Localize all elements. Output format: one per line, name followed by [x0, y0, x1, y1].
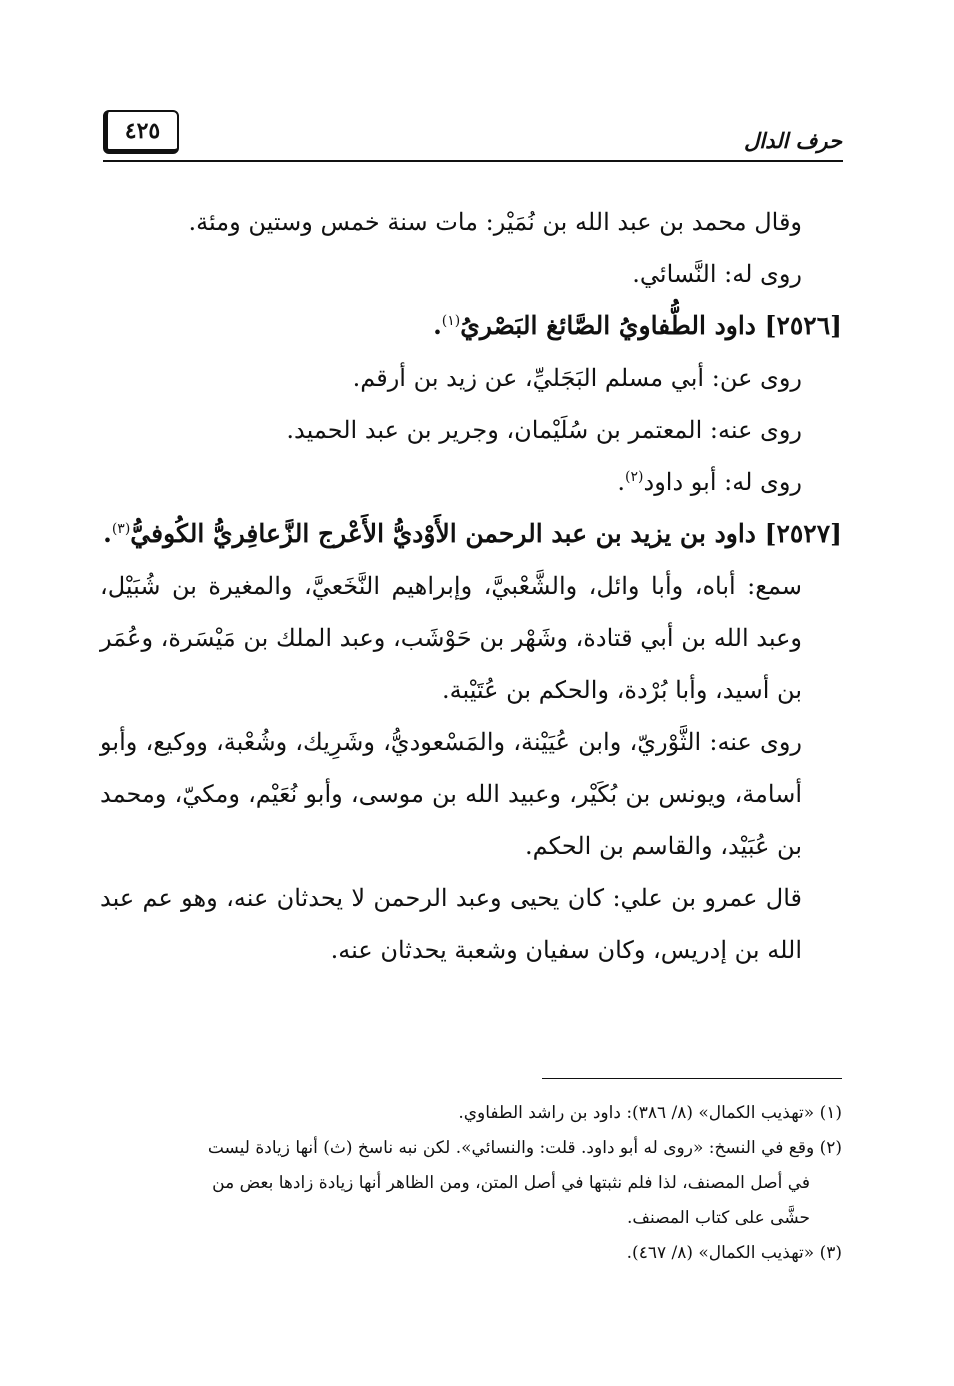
entry-heading-2526: [٢٥٢٦] داود الطُّفاويُ الصَّائغ البَصْريُ$^{(١)}$. — [433, 311, 842, 340]
footnote-ref: (٣) — [111, 521, 131, 537]
footnote-divider — [542, 1078, 842, 1079]
text-line: روى عنه: المعتمر بن سُلَيْمان، وجرير بن عبد الحميد. — [286, 416, 802, 444]
footnote: (٣) «تهذيب الكمال» (٨/ ٤٦٧). — [626, 1243, 842, 1263]
footnote-ref: (١) — [441, 313, 461, 329]
entry-title: [٢٥٢٦] داود الطُّفاويُ الصَّائغ البَصْريُ — [460, 311, 842, 340]
footnote-continuation: حشَّى على كتاب المصنف. — [626, 1208, 810, 1228]
page-number: ٤٢٥ — [124, 117, 161, 144]
entry-heading-2527: [٢٥٢٧] داود بن يزيد بن عبد الرحمن الأَوْديُّ الأَعْرج الزَّعافِريُّ الكُوفيُّ$^{(٣)}$. — [103, 519, 842, 548]
footnote-ref: (٢) — [625, 469, 644, 485]
footnote-continuation: في أصل المصنف، لذا فلم نثبتها في أصل المتن، ومن الظاهر أنها زيادة زادها بعض من — [212, 1173, 810, 1193]
page-number-box — [103, 110, 179, 154]
text-line: روى عن: أبي مسلم البَجَليِّ، عن زيد بن أرقم. — [352, 364, 802, 392]
entry-title: [٢٥٢٧] داود بن يزيد بن عبد الرحمن الأَوْديُّ الأَعْرج الزَّعافِريُّ الكُوفيُّ — [130, 519, 842, 548]
paragraph: سمع: أباه، وأبا وائل، والشَّعْبيَّ، وإبراهيم النَّخَعيَّ، والمغيرة بن شُبَيْل، وعبد الله بن أبي قتادة، وشَهْر بن حَوْشَب، وعبد الملك بن مَيْسَرة، وعُمَر بن أسيد، وأبا بُرْدة، والحكم بن عُتَيْبة. — [100, 572, 802, 704]
paragraph: روى عنه: الثَّوْريّ، وابن عُيَيْنة، والمَسْعوديُّ، وشَرِيك، وشُعْبة، ووكيع، وأبو أسامة، ويونس بن بُكَيْر، وعبيد الله بن موسى، وأبو نُعَيْم، ومكيّ، ومحمد بن عُبَيْد، والقاسم بن الحكم. — [100, 728, 803, 860]
text-line: روى له: أبو داود$^{(٢)}$. — [617, 468, 802, 496]
main-text — [100, 196, 842, 976]
footnotes — [100, 1096, 842, 1271]
running-title: حرف الدال — [744, 128, 842, 153]
text-line: وقال محمد بن عبد الله بن نُمَيْر: مات سنة خمس وستين ومئة. — [188, 208, 802, 236]
footnote: (١) «تهذيب الكمال» (٨/ ٣٨٦): داود بن راشد الطفاوي. — [458, 1103, 842, 1123]
header-divider — [103, 160, 843, 162]
paragraph: قال عمرو بن علي: كان يحيى وعبد الرحمن لا يحدثان عنه، وهو عم عبد الله بن إدريس، وكان سفيان وشعبة يحدثان عنه. — [100, 884, 802, 964]
footnote: (٢) وقع في النسخ: «روى له أبو داود. قلت: والنسائي». لكن نبه ناسخ (ث) أنها زيادة ليست — [207, 1138, 842, 1158]
text-line: روى له: النَّسائي. — [632, 260, 802, 288]
